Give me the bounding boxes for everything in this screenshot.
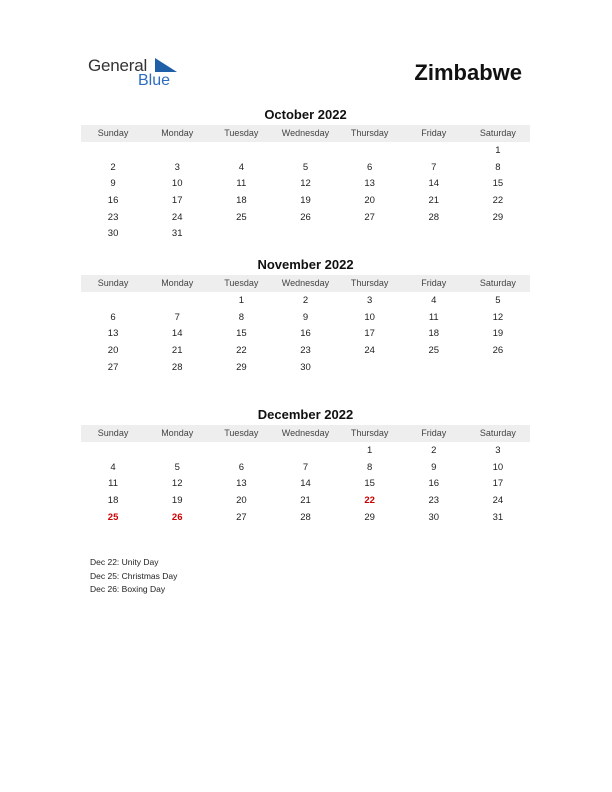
weekday-label: Friday [421,428,447,438]
weekday-label: Wednesday [281,278,330,288]
day-cell: 21 [428,195,440,207]
empty-day-cell [81,143,145,160]
empty-day-cell [145,143,209,160]
empty-day-cell [466,226,530,243]
generalblue-logo [88,56,188,92]
day-cell: 10 [364,311,375,323]
month-title: October 2022 [264,107,347,122]
weekday-label: Monday [161,278,194,288]
month-december [81,406,530,526]
weekday-label: Monday [161,128,194,138]
day-cell: 12 [492,311,504,323]
empty-day-cell [209,443,273,460]
day-cell: 15 [492,178,504,190]
holiday-day-cell: 26 [171,511,183,523]
day-cell: 10 [492,461,504,473]
empty-day-cell [338,226,402,243]
day-cell: 15 [364,478,375,490]
day-cell: 6 [366,161,373,173]
day-cell: 28 [428,211,440,223]
day-cell: 11 [428,311,439,323]
day-cell: 29 [236,361,247,373]
logo-text-general: General [88,56,148,75]
day-cell: 17 [492,478,504,490]
holiday-item: Dec 26: Boxing Day [90,584,166,594]
empty-day-cell [466,360,530,377]
day-grid [81,143,530,243]
day-cell: 22 [236,345,247,357]
day-cell: 27 [107,361,119,373]
day-cell: 9 [431,461,437,473]
day-cell: 9 [110,178,116,190]
month-november [81,256,530,376]
day-cell: 13 [364,178,375,190]
weekday-label: Wednesday [281,128,330,138]
empty-day-cell [338,360,402,377]
weekday-label: Thursday [350,278,389,288]
day-cell: 3 [174,161,180,173]
day-cell: 23 [428,495,440,507]
day-cell: 22 [492,195,504,207]
day-cell: 24 [171,211,183,223]
day-cell: 5 [495,295,501,306]
day-cell: 31 [171,228,183,240]
weekday-label: Tuesday [224,128,259,138]
weekday-header [81,275,530,292]
empty-day-cell [273,226,337,243]
day-cell: 26 [300,211,311,223]
day-cell: 20 [107,345,119,357]
day-cell: 12 [171,478,183,490]
holiday-list [90,556,177,597]
day-cell: 18 [428,328,440,340]
day-cell: 29 [364,511,375,523]
day-cell: 25 [236,211,247,223]
day-cell: 19 [300,195,311,207]
day-cell: 24 [492,495,504,507]
day-cell: 16 [300,328,311,340]
day-cell: 13 [107,328,119,340]
day-cell: 19 [171,495,183,507]
day-cell: 14 [171,328,183,340]
empty-day-cell [81,293,145,310]
weekday-label: Sunday [97,278,129,288]
day-cell: 1 [495,145,501,156]
day-cell: 16 [428,478,440,490]
holiday-day-cell: 25 [107,511,119,523]
day-cell: 21 [300,495,311,507]
day-cell: 24 [364,345,375,357]
weekday-label: Saturday [479,428,516,438]
day-cell: 7 [302,461,309,473]
month-title: November 2022 [257,257,354,272]
day-cell: 23 [107,211,119,223]
day-cell: 19 [492,328,504,340]
weekday-label: Saturday [479,128,516,138]
day-cell: 30 [107,228,119,240]
month-title: December 2022 [257,407,354,422]
day-cell: 4 [238,161,244,173]
day-cell: 28 [171,361,183,373]
logo-flag-icon [155,58,177,72]
day-cell: 11 [236,178,247,190]
day-cell: 18 [107,495,119,507]
day-cell: 26 [492,345,504,357]
day-cell: 1 [238,295,244,306]
weekday-label: Tuesday [224,278,259,288]
day-cell: 6 [110,311,116,323]
empty-day-cell [273,443,337,460]
day-cell: 13 [236,478,247,490]
day-grid [81,293,530,376]
day-cell: 11 [108,478,118,490]
day-cell: 8 [238,311,244,323]
day-cell: 25 [428,345,440,357]
empty-day-cell [402,226,466,243]
empty-day-cell [81,443,145,460]
day-cell: 27 [364,211,375,223]
month-october [81,106,530,243]
day-cell: 17 [171,195,183,207]
weekday-label: Sunday [97,128,129,138]
day-cell: 6 [238,461,244,473]
weekday-label: Friday [421,278,447,288]
day-cell: 4 [431,295,437,306]
day-cell: 1 [366,445,373,456]
day-cell: 28 [300,511,311,523]
day-cell: 5 [302,161,309,173]
day-cell: 21 [171,345,183,357]
day-cell: 3 [366,295,373,306]
holiday-day-cell: 22 [364,495,375,507]
empty-day-cell [402,360,466,377]
day-cell: 8 [495,161,501,173]
logo-text-blue: Blue [138,72,171,89]
weekday-label: Sunday [97,428,129,438]
day-cell: 4 [110,461,116,473]
day-cell: 2 [431,445,437,456]
weekday-label: Thursday [350,428,389,438]
day-cell: 18 [236,195,247,207]
day-cell: 30 [300,361,311,373]
day-cell: 29 [492,211,504,223]
weekday-label: Wednesday [281,428,330,438]
day-cell: 31 [492,511,504,523]
weekday-label: Friday [421,128,447,138]
weekday-label: Monday [161,428,194,438]
day-cell: 14 [300,478,311,490]
empty-day-cell [402,143,466,160]
holiday-item: Dec 25: Christmas Day [90,570,178,581]
weekday-label: Thursday [350,128,389,138]
empty-day-cell [338,143,402,160]
empty-day-cell [209,143,273,160]
country-title: Zimbabwe [414,60,522,85]
empty-day-cell [145,443,209,460]
day-cell: 2 [302,295,309,306]
day-cell: 14 [428,178,440,190]
day-cell: 12 [300,178,311,190]
empty-day-cell [209,226,273,243]
day-cell: 3 [495,445,501,456]
holiday-item: Dec 22: Unity Day [90,557,159,567]
day-grid [81,443,530,526]
day-cell: 30 [428,511,440,523]
day-cell: 15 [236,328,247,340]
day-cell: 7 [431,161,437,173]
weekday-label: Tuesday [224,428,259,438]
day-cell: 23 [300,345,311,357]
weekday-header [81,125,530,142]
day-cell: 2 [110,161,116,173]
day-cell: 10 [171,178,183,190]
empty-day-cell [273,143,337,160]
day-cell: 5 [174,461,180,473]
day-cell: 7 [174,311,180,323]
day-cell: 16 [107,195,119,207]
day-cell: 17 [364,328,375,340]
day-cell: 8 [366,461,373,473]
day-cell: 9 [302,311,309,323]
day-cell: 27 [236,511,247,523]
empty-day-cell [145,293,209,310]
weekday-label: Saturday [479,278,516,288]
weekday-header [81,425,530,442]
day-cell: 20 [364,195,375,207]
day-cell: 20 [236,495,247,507]
